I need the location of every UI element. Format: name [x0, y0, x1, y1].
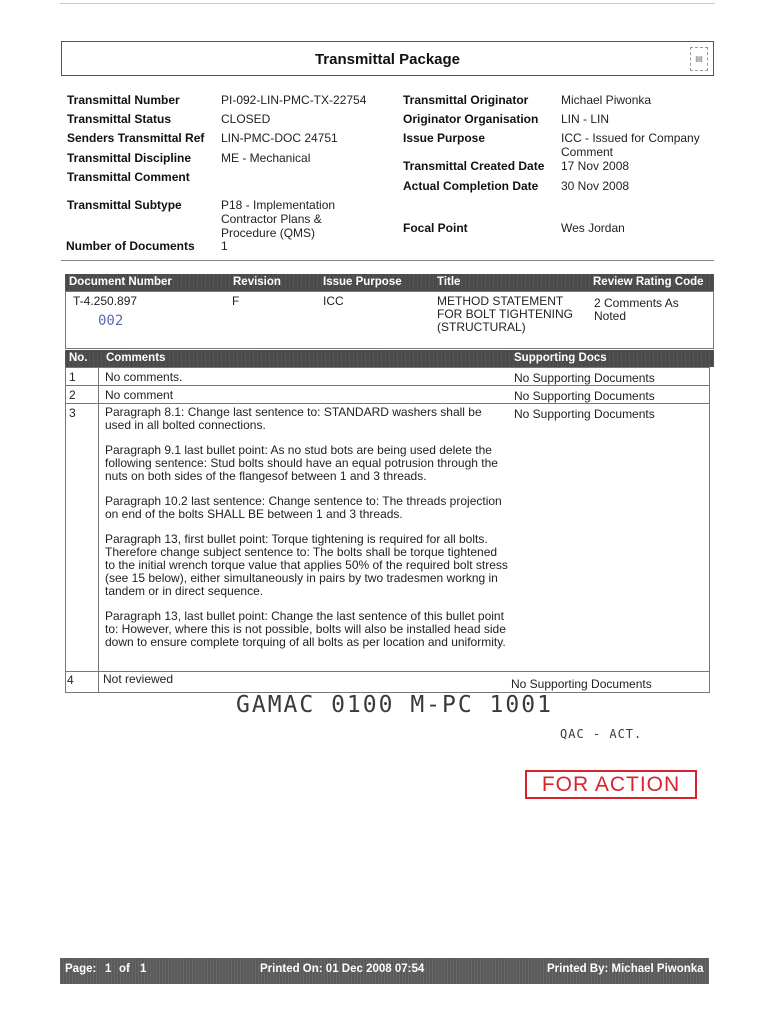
doc-issue-purpose: ICC: [323, 294, 344, 308]
handwritten-note: QAC - ACT.: [560, 727, 643, 741]
row-divider: [65, 385, 710, 386]
row-supporting: No Supporting Documents: [514, 389, 655, 403]
col-review-rating: Review Rating Code: [593, 276, 704, 288]
label-transmittal-comment: Transmittal Comment: [67, 170, 190, 184]
comment-paragraph: Paragraph 13, last bullet point: Change the last sentence of this bullet point to: However, where this is not possible, bolts will also be installed head side down to ensure complete torquing of all bolts as per location and uniformity.: [105, 609, 506, 649]
row-no: 3: [69, 406, 76, 420]
row-comment: No comment: [105, 388, 174, 402]
col-comments: Comments: [106, 352, 166, 364]
value-created-date: 17 Nov 2008: [561, 159, 630, 173]
page-of: of: [119, 963, 130, 975]
col-document-number: Document Number: [69, 276, 172, 288]
row-divider: [65, 403, 710, 404]
label-originator: Transmittal Originator: [403, 93, 529, 107]
value-focal-point: Wes Jordan: [561, 221, 625, 235]
doc-revision: F: [232, 294, 240, 308]
col-title: Title: [437, 276, 461, 288]
row-comment-block: [105, 406, 510, 649]
page-total: 1: [140, 963, 147, 975]
value-transmittal-status: CLOSED: [221, 112, 271, 126]
doc-number: T-4.250.897: [73, 294, 138, 308]
label-issue-purpose: Issue Purpose: [403, 131, 486, 145]
col-issue-purpose: Issue Purpose: [323, 276, 402, 288]
row-supporting: No Supporting Documents: [511, 677, 652, 691]
row-no: 4: [67, 673, 74, 687]
col-supporting-docs: Supporting Docs: [514, 352, 607, 364]
value-number-of-documents: 1: [221, 239, 228, 253]
row-supporting: No Supporting Documents: [514, 371, 655, 385]
divider: [61, 260, 714, 261]
comment-paragraph: Paragraph 9.1 last bullet point: As no stud bots are being used delete the following sentence: Stud bolts should have an equal potrusion through the nuts on both sides of the flangesof between 1 and 3 threads.: [105, 443, 498, 483]
printed-by: Printed By: Michael Piwonka: [547, 963, 704, 975]
printed-on: Printed On: 01 Dec 2008 07:54: [260, 963, 425, 975]
value-senders-ref: LIN-PMC-DOC 24751: [221, 131, 338, 145]
value-transmittal-number: PI-092-LIN-PMC-TX-22754: [221, 93, 367, 107]
value-originator: Michael Piwonka: [561, 93, 652, 107]
label-organisation: Originator Organisation: [403, 112, 539, 126]
label-focal-point: Focal Point: [403, 221, 468, 235]
label-discipline: Transmittal Discipline: [67, 151, 192, 165]
label-completion-date: Actual Completion Date: [403, 179, 539, 193]
comment-paragraph: Paragraph 10.2 last sentence: Change sentence to: The threads projection on end of the bolts SHALL BE between 1 and 3 threads.: [105, 494, 502, 521]
label-created-date: Transmittal Created Date: [403, 159, 545, 173]
page-label: Page:: [65, 963, 97, 975]
page-number: 1: [105, 963, 112, 975]
doc-review-rating: 2 Comments As Noted: [594, 296, 679, 323]
value-organisation: LIN - LIN: [561, 112, 610, 126]
col-divider: [98, 367, 99, 693]
value-discipline: ME - Mechanical: [221, 151, 311, 165]
comment-paragraph: Paragraph 8.1: Change last sentence to: STANDARD washers shall be used in all bolted connections.: [105, 405, 482, 432]
comment-paragraph: Paragraph 13, first bullet point: Torque tightening is required for all bolts. Therefore change subject sentence to: The bolts shall be torque tightened to the initial wrench torque value that applies 50% of the required bolt stress (see 15 below), either simultaneously in pairs by two tradesmen workng in tandem or in direct sequence.: [105, 532, 508, 598]
label-number-of-documents: Number of Documents: [66, 239, 195, 253]
comments-table-header: [65, 350, 714, 367]
label-transmittal-status: Transmittal Status: [67, 112, 172, 126]
title-box: [61, 41, 714, 76]
label-subtype: Transmittal Subtype: [67, 198, 182, 212]
document-icon: ▤: [690, 47, 708, 71]
label-senders-ref: Senders Transmittal Ref: [67, 131, 205, 145]
row-supporting: No Supporting Documents: [514, 407, 655, 421]
col-revision: Revision: [233, 276, 281, 288]
col-no: No.: [69, 352, 88, 364]
page-title: Transmittal Package: [314, 51, 461, 68]
row-no: 2: [69, 388, 76, 402]
doc-title: METHOD STATEMENT FOR BOLT TIGHTENING (STRUCTURAL): [437, 294, 574, 334]
row-comment: No comments.: [105, 370, 183, 384]
footer-bar: [60, 958, 709, 984]
handwritten-reference: GAMAC 0100 M-PC 1001: [236, 692, 553, 718]
value-subtype: P18 - Implementation Contractor Plans & Procedure (QMS): [221, 198, 336, 240]
handwritten-revision-note: 002: [98, 313, 124, 329]
value-completion-date: 30 Nov 2008: [561, 179, 630, 193]
label-transmittal-number: Transmittal Number: [67, 93, 180, 107]
doc-table-header: [65, 274, 714, 291]
row-no: 1: [69, 370, 76, 384]
for-action-stamp: FOR ACTION: [525, 770, 697, 799]
top-rule: [60, 3, 715, 4]
value-issue-purpose: ICC - Issued for Company Comment: [561, 131, 700, 159]
row-comment: Not reviewed: [103, 672, 174, 686]
